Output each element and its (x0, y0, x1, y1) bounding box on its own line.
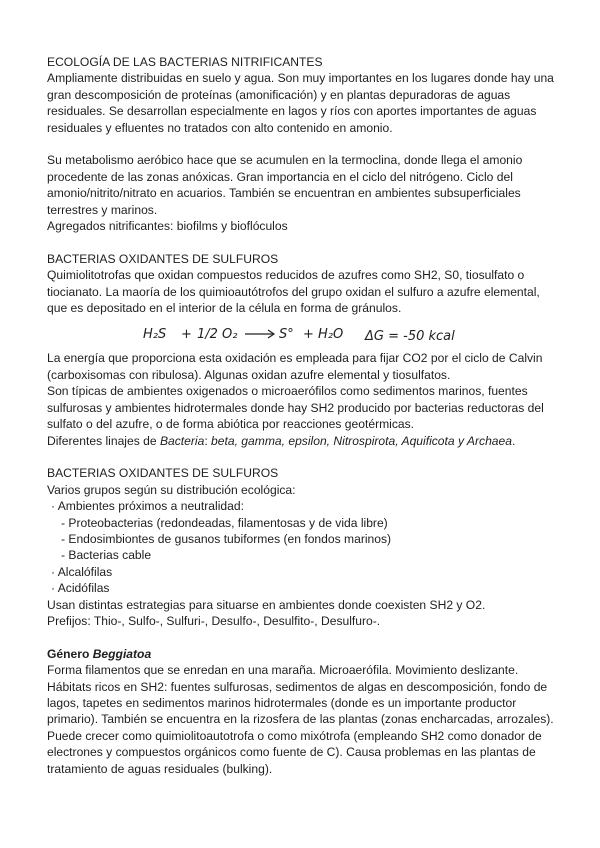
eq-h2o: H₂O (318, 327, 344, 343)
eq-sulfur: S° (279, 327, 294, 343)
paragraph: Puede crecer como quimiolitoautotrofa o como mixótrofa (empleando SH2 como donador de electrones y compuestos orgánicos como fuente de C). Causa problemas en las plantas de tratamiento de aguas residuales (bulking). (47, 728, 542, 776)
list-item: - Endosimbiontes de gusanos tubiformes (en fondos marinos) (61, 531, 392, 546)
paragraph: La energía que proporciona esta oxidación es empleada para fijar CO2 por el ciclo de Calvin (carboxisomas con ribulosa). Algunas oxidan azufre elemental y tiosulfatos. (47, 351, 543, 382)
paragraph: Su metabolismo aeróbico hace que se acumulen en la termoclina, donde llega el amonio procedente de las zonas anóxicas. Gran importancia en el ciclo del nitrógeno. Ciclo del amonio/nitrito/nitrato en acuarios. También se encuentran en ambientes subsuperficiales terrestres y marinos. (47, 153, 523, 217)
paragraph: Ampliamente distribuidas en suelo y agua. Son muy importantes en los lugares donde hay una gran descomposición de proteínas (amonificación) y en plantas depuradoras de aguas residuales. Se desarrollan especialmente en lagos y ríos con aportes importantes de aguas residuales y efluentes no tratados con alto contenido en amonio. (47, 71, 554, 135)
section-title (47, 646, 557, 662)
list-item: - Proteobacterias (redondeadas, filamentosas y de vida libre) (61, 515, 388, 530)
section-title: ECOLOGÍA DE LAS BACTERIAS NITRIFICANTES (47, 55, 323, 69)
eq-plus-2: + (303, 327, 314, 343)
section-oxidantes-sulfuros-1 (47, 251, 557, 449)
section-title: BACTERIAS OXIDANTES DE SULFUROS (47, 466, 279, 481)
section-title: BACTERIAS OXIDANTES DE SULFUROS (47, 251, 279, 266)
paragraph-lineages (47, 433, 557, 449)
paragraph: Varios grupos según su distribución ecológica: (47, 482, 296, 497)
text-run: Diferentes linajes de (47, 433, 160, 448)
document-page (47, 54, 557, 777)
eq-half-o2: 1/2 O₂ (197, 327, 238, 343)
paragraph: Son típicas de ambientes oxigenados o microaerófilos como sedimentos marinos, fuentes sulfurosas y ambientes hidrotermales donde hay SH2 producido por bacterias reductoras del sulfato o del azufre, o de forma abiótica por reacciones geotérmicas. (47, 384, 544, 432)
handwritten-equation (47, 316, 557, 350)
list-item: · Ambientes próximos a neutralidad: (51, 499, 244, 514)
text-italic: Bacteria (159, 433, 205, 448)
list-item: - Bacterias cable (61, 548, 152, 563)
text-run: . (511, 433, 516, 448)
list-item: · Acidófilas (51, 581, 110, 596)
eq-plus-1: + (181, 327, 192, 343)
paragraph: Hábitats ricos en SH2: fuentes sulfurosas, sedimentos de algas en descomposición, fondo de lagos, tapetes en sedimentos marinos hidrotermales (donde es un importante productor primario). También se encuentra en la rizosfera de las plantas (zonas encharcadas, arrozales). (47, 679, 554, 727)
paragraph: Prefijos: Thio-, Sulfo-, Sulfuri-, Desulfo-, Desulfito-, Desulfuro-. (47, 613, 381, 628)
section-beggiatoa (47, 646, 557, 777)
text-italic: beta, gamma, epsilon, Nitrospirota, Aquificota y Archaea (211, 433, 512, 448)
eq-h2s: H₂S (143, 327, 167, 343)
text-run: : (204, 433, 212, 448)
title-italic: Beggiatoa (92, 646, 152, 661)
paragraph: Quimiolitotrofas que oxidan compuestos reducidos de azufres como SH2, S0, tiosulfato o tiocianato. La maoría de los quimioautótrofos del grupo oxidan el sulfuro a azufre elemental, que es depositado en el interior de la célula en forma de gránulos. (47, 268, 540, 316)
eq-delta-g: ΔG = -50 kcal (365, 329, 455, 345)
paragraph: Usan distintas estrategias para situarse en ambientes donde coexisten SH2 y O2. (47, 597, 486, 612)
title-text: Género (47, 646, 93, 661)
blank-line (47, 136, 557, 152)
section-nitrificantes (47, 54, 557, 234)
paragraph: Agregados nitrificantes: biofilms y bioflóculos (47, 219, 288, 234)
list-item: · Alcalófilas (51, 564, 113, 579)
paragraph: Forma filamentos que se enredan en una maraña. Microaerófila. Movimiento deslizante. (47, 663, 519, 678)
equation-svg (143, 318, 463, 348)
section-oxidantes-sulfuros-2 (47, 465, 557, 629)
